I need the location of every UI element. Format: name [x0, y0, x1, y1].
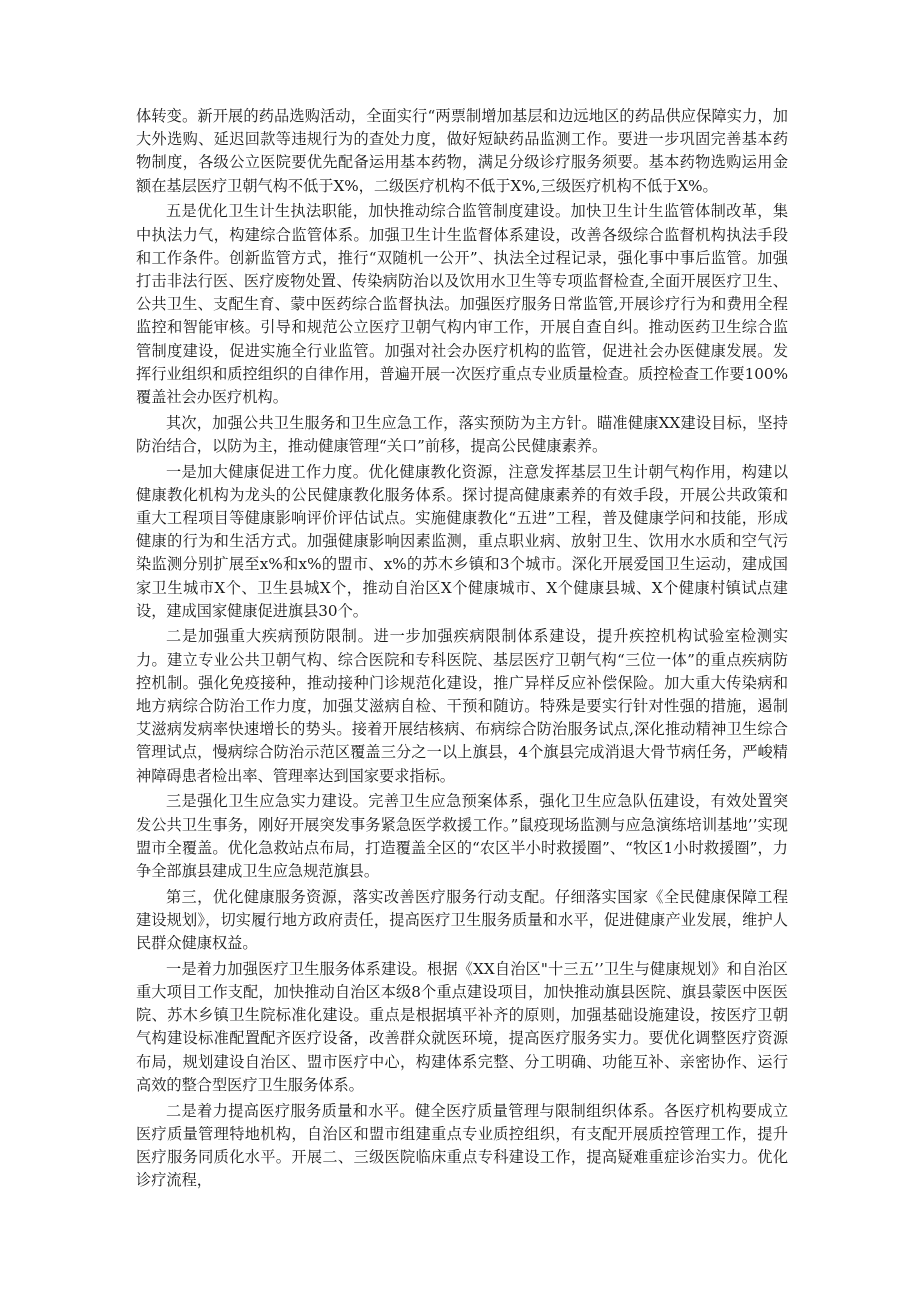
paragraph-health-supervision: 五是优化卫生计生执法职能，加快推动综合监管制度建设。加快卫生计生监管体制改革，集中执法力气，构建综合监管体系。加强卫生计生监督体系建设，改善各级综合监督机构执法手段和工作条件。创新监管方式，推行“双随机一公开”、执法全过程记录，强化事中事后监管。加强打击非法行医、医疗废物处置、传染病防治以及饮用水卫生等专项监督检查,全面开展医疗卫生、公共卫生、支配生育、蒙中医药综合监督执法。加强医疗服务日常监管,开展诊疗行为和费用全程监控和智能审核。引导和规范公立医疗卫朝气构内审工作，开展自查自纠。推动医药卫生综合监管制度建设，促进实施全行业监管。加强对社会办医疗机构的监管，促进社会办医健康发展。发挥行业组织和质控组织的自律作用，普遍开展一次医疗重点专业质量检查。质控检查工作要100%覆盖社会办医疗机构。 [136, 202, 788, 406]
paragraph-health-promotion: 一是加大健康促进工作力度。优化健康教化资源，注意发挥基层卫生计朝气构作用，构建以健康教化机构为龙头的公民健康教化服务体系。探讨提高健康素养的有效手段，开展公共政策和重大工程项目等健康影响评价评估试点。实施健康教化“五进”工程，普及健康学问和技能，形成健康的行为和生活方式。加强健康影响因素监测，重点职业病、放射卫生、饮用水水质和空气污染监测分别扩展至x%和x%的盟市、x%的苏木乡镇和3个城市。深化开展爱国卫生运动，建成国家卫生城市X个、卫生县城X个，推动自治区X个健康城市、X个健康县城、X个健康村镇试点建设，建成国家健康促进旗县30个。 [136, 462, 788, 620]
paragraph-drug-procurement: 体转变。新开展的药品选购活动，全面实行“两票制增加基层和边远地区的药品供应保障实力，加大外选购、延迟回款等违规行为的查处力度，做好短缺药品监测工作。要进一步巩固完善基本药物制度，各级公立医院要优先配备运用基本药物，满足分级诊疗服务须要。基本药物选购运用金额在基层医疗卫朝气构不低于X%，二级医疗机构不低于X%,三级医疗机构不低于X%。 [136, 107, 788, 195]
document-page [136, 105, 788, 1195]
paragraph-health-resources-intro: 第三，优化健康服务资源，落实改善医疗服务行动支配。仔细落实国家《全民健康保障工程建设规划》，切实履行地方政府责任，提高医疗卫生服务质量和水平，促进健康产业发展，维护人民群众健康权益。 [136, 887, 788, 953]
paragraph-emergency-response: 三是强化卫生应急实力建设。完善卫生应急预案体系，强化卫生应急队伍建设，有效处置突发公共卫生事务，刚好开展突发事务紧急医学救援工作。”鼠疫现场监测与应急演练培训基地’’实现盟市全覆盖。优化急救站点布局，打造覆盖全区的“农区半小时救援圈”、“牧区1小时救援圈”，力争全部旗县建成卫生应急规范旗县。 [136, 792, 788, 880]
paragraph-service-system: 一是着力加强医疗卫生服务体系建设。根据《XX自治区"十三五’’卫生与健康规划》和自治区重大项目工作支配，加快推动自治区本级8个重点建设项目，加快推动旗县医院、旗县蒙医中医医院、苏木乡镇卫生院标准化建设。重点是根据填平补齐的原则，加强基础设施建设，按医疗卫朝气构建设标准配置配齐医疗设备，改善群众就医环境，提高医疗服务实力。要优化调整医疗资源布局，规划建设自治区、盟市医疗中心，构建体系完整、分工明确、功能互补、亲密协作、运行高效的整合型医疗卫生服务体系。 [136, 959, 788, 1094]
paragraph-service-quality: 二是着力提高医疗服务质量和水平。健全医疗质量管理与限制组织体系。各医疗机构要成立医疗质量管理特地机构，自治区和盟市组建重点专业质控组织，有支配开展质控管理工作，提升医疗服务同质化水平。开展二、三级医院临床重点专科建设工作，提高疑难重症诊治实力。优化诊疗流程， [136, 1101, 788, 1190]
paragraph-disease-prevention: 二是加强重大疾病预防限制。进一步加强疾病限制体系建设，提升疾控机构试验室检测实力。建立专业公共卫朝气构、综合医院和专科医院、基层医疗卫朝气构“三位一体”的重点疾病防控机制。强化免疫接种，推动接种门诊规范化建设，推广异样反应补偿保险。加大重大传染病和地方病综合防治工作力度，加强艾滋病自检、干预和随访。特殊是要实行针对性强的措施，遏制艾滋病发病率快速增长的势头。接着开展结核病、布病综合防治服务试点,深化推动精神卫生综合管理试点，慢病综合防治示范区覆盖三分之一以上旗县，4个旗县完成消退大骨节病任务，严峻精神障碍患者检出率、管理率达到国家要求指标。 [136, 627, 788, 785]
paragraph-public-health-intro: 其次，加强公共卫生服务和卫生应急工作，落实预防为主方针。瞄准健康XX建设目标，坚持防治结合，以防为主，推动健康管理“关口”前移，提高公民健康素养。 [136, 413, 788, 455]
